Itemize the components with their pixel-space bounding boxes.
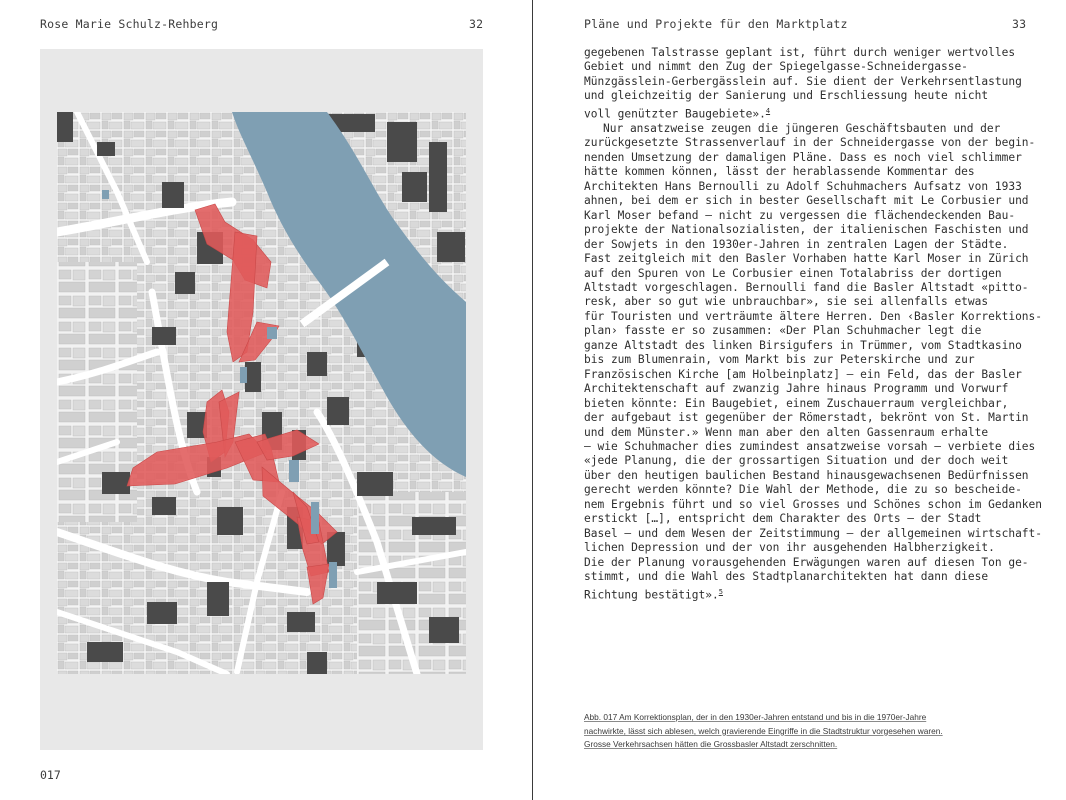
text-line: gegebenen Talstrasse geplant ist, führt durch weniger wertvolles — [584, 46, 1016, 59]
text-line: für Touristen und verträumte ältere Herren. Den ‹Basler Korrektions- — [584, 309, 1043, 323]
body-text — [584, 46, 1043, 603]
text-line: nenden Umsetzung der damaligen Pläne. Dass es noch viel schlimmer — [584, 150, 1022, 164]
text-line: ahnen, bei dem er sich in bester Gesellschaft mit Le Corbusier und — [584, 194, 1029, 208]
text-line: resk, aber so gut wie unbrauchbar», sie sei allenfalls etwas — [584, 295, 989, 309]
caption-line: Abb. 017 Am Korrektionsplan, der in den 1930er-Jahren entstand und bis in die 1970er-Jahre — [584, 712, 927, 722]
text-line: nem Ergebnis führt und so viel Grosses und Schönes schon im Gedanken — [584, 497, 1043, 511]
running-header-author: Rose Marie Schulz-Rehberg — [40, 17, 219, 31]
text-line: auf den Spuren von Le Corbusier einen Totalabriss der dortigen — [584, 266, 1002, 280]
text-line: Architektenschaft auf zwanzig Jahre hinaus Programm und Vorwurf — [584, 382, 1009, 396]
text-line: der aufgebaut ist gegenüber der Römerstadt, bekrönt von St. Martin — [584, 411, 1029, 425]
paragraph-main — [584, 122, 1043, 603]
figure-caption — [584, 711, 1014, 752]
footnote-ref[interactable]: 5 — [718, 587, 723, 596]
text-line: – wie Schuhmacher dies zumindest ansatzweise vorsah – verbiete dies — [584, 439, 1036, 453]
text-line: Die der Planung vorausgehenden Erwägungen waren auf diesen Ton ge- — [584, 555, 1029, 569]
text-line: plan› fasste er so zusammen: «Der Plan Schuhmacher legt die — [584, 324, 982, 338]
text-line: erstickt […], entspricht dem Charakter des Orts – der Stadt — [584, 512, 982, 526]
text-line: hätte kommen können, lässt der herablassende Kommentar des — [584, 165, 975, 179]
running-header-title: Pläne und Projekte für den Marktplatz — [584, 17, 848, 31]
text-line: der Sowjets in den 1930er-Jahren in zentralen Lagen der Städte. — [584, 237, 1009, 251]
text-line: projekte der Nationalsozialisten, der italienischen Faschisten und — [584, 223, 1029, 237]
paragraph-continued — [584, 46, 1022, 122]
text-line: ganze Altstadt des linken Birsigufers in Trümmer, vom Stadtkasino — [584, 338, 1022, 352]
left-page — [0, 0, 532, 800]
text-line: zurückgesetzte Strassenverlauf in der Schneidergasse von der begin- — [584, 136, 1036, 150]
text-line: bieten könnte: Ein Baugebiet, einem Zuschauerraum vergleichbar, — [584, 396, 1009, 410]
text-line: Richtung bestätigt».$^5$ — [584, 587, 723, 602]
text-line: gerecht werden könnte? Die Wahl der Methode, die zu so bescheide- — [584, 483, 1022, 497]
footnote-ref[interactable]: 4 — [765, 106, 771, 115]
text-line: Münzgässlein-Gerbergässlein auf. Sie dient der Verkehrsentlastung — [584, 74, 1022, 88]
text-line: Gebiet und nimmt den Zug der Spiegelgasse-Schneidergasse- — [584, 60, 968, 74]
text-line: Fast zeitgleich mit den Basler Vorhaben hatte Karl Moser in Zürich — [584, 252, 1029, 266]
text-line: lichen Depression und der von ihr ausgehenden Halbherzigkeit. — [584, 541, 995, 555]
text-line: Altstadt vorgeschlagen. Bernoulli fand die Basler Altstadt «pitto- — [584, 280, 1029, 294]
page-number-right: 33 — [1012, 17, 1027, 31]
page-number-left: 32 — [469, 17, 484, 31]
text-line: voll genützter Baugebiete».$^4$ — [584, 106, 771, 121]
figure-folio: 017 — [40, 768, 61, 782]
text-line: Basel – und dem Wesen der Zeitstimmung – der allgemeinen wirtschaft- — [584, 526, 1043, 540]
caption-line: nachwirkte, lässt sich ablesen, welch gravierende Eingriffe in die Stadtstruktur vorgesehen waren. — [584, 725, 943, 736]
text-line: stimmt, und die Wahl des Stadtplanarchitekten hat dann diese — [584, 570, 989, 584]
text-line: Architekten Hans Bernoulli zu Adolf Schuhmachers Aufsatz von 1933 — [584, 179, 1022, 193]
text-line: Karl Moser befand – nicht zu vergessen die flächendeckenden Bau- — [584, 208, 1016, 222]
text-line: und dem Münster.» Wenn man aber den alten Gassenraum erhalte — [584, 425, 989, 439]
text-line: Nur ansatzweise zeugen die jüngeren Geschäftsbauten und der — [603, 122, 1001, 135]
city-map-figure — [57, 112, 466, 674]
text-line: über den heutigen baulichen Bestand hinausgewachsenen Bedürfnissen — [584, 468, 1029, 482]
caption-line: Grosse Verkehrsachsen hätten die Grossbasler Altstadt zerschnitten. — [584, 739, 838, 750]
text-line: Französischen Kirche [am Holbeinplatz] – ein Feld, das der Basler — [584, 367, 1022, 381]
text-line: «jede Planung, die der grossartigen Situation und der doch weit — [584, 454, 1009, 468]
text-line: bis zum Blumenrain, vom Markt bis zur Peterskirche und zur — [584, 353, 975, 367]
text-line: und gleichzeitig der Sanierung und Erschliessung heute nicht — [584, 89, 989, 103]
